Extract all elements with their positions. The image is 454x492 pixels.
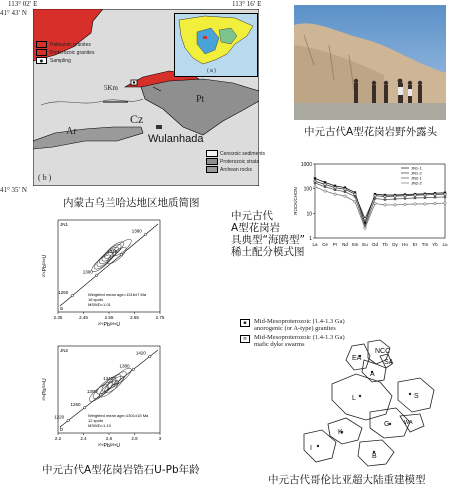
concordia-age-label: 1340 xyxy=(103,376,114,382)
concordia-xtick-label: 2.4 xyxy=(80,436,87,441)
ree-point xyxy=(404,194,406,196)
legend-archean: Archean rocks xyxy=(220,166,252,173)
columbia-reconstruction xyxy=(300,338,450,468)
continent-SA xyxy=(328,418,362,444)
label-NCC: WA xyxy=(404,420,413,426)
ree-caption-line-3: 具典型“海鸥型” xyxy=(231,234,305,246)
concordia-annotation: 12 spots xyxy=(88,418,104,423)
map-panel-label: ( b ) xyxy=(38,173,52,182)
ree-point xyxy=(444,202,446,204)
ree-legend-label: JN2-1 xyxy=(411,175,422,181)
coord-left-bottom: 41° 35′ N xyxy=(0,186,27,194)
concordia-age-label: 1380 xyxy=(119,363,130,369)
coord-left-top: 41° 43′ N xyxy=(0,9,27,17)
ree-legend-label: JN1-2 xyxy=(411,170,422,176)
archean-swatch xyxy=(206,166,218,173)
legend-proterozoic-strata: Proterozoic strata xyxy=(220,158,260,165)
ree-point xyxy=(314,182,316,184)
concordia-annotation: 16 spots xyxy=(88,297,104,302)
ree-point xyxy=(424,203,426,205)
ree-point xyxy=(354,195,356,197)
pt-label: Pt xyxy=(196,94,205,105)
concordia-annotation: MSWD=1.13 xyxy=(88,423,111,428)
map-legend-top xyxy=(36,41,94,64)
concordia-ylabel: ²⁰⁶Pb/²³⁸U xyxy=(42,254,48,278)
concordia-xlabel: ²⁰⁷Pb/²³⁵U xyxy=(98,443,120,449)
concordia-xtick-label: 2.8 xyxy=(131,436,138,441)
concordia-age-label: 1300 xyxy=(86,388,97,394)
ree-xtick-label: Lu xyxy=(442,242,448,247)
label-G: G xyxy=(384,421,390,428)
inset-panel-label: ( a ) xyxy=(207,68,216,74)
concordia-plot-1 xyxy=(40,214,166,334)
continent-L xyxy=(332,374,392,420)
ree-point xyxy=(324,186,326,188)
label-I: NCC xyxy=(375,348,391,355)
ree-xtick-label: Eu xyxy=(362,242,368,247)
concordia-xtick-label: 3 xyxy=(158,436,162,441)
concordia-age-tick xyxy=(83,407,85,409)
ree-legend-label: JN2-2 xyxy=(411,180,422,186)
ree-caption-line-2: A型花岗岩 xyxy=(231,222,281,234)
concordia-xlabel: ²⁰⁷Pb/²³⁵U xyxy=(98,322,120,328)
ree-xtick-label: Sm xyxy=(351,242,359,247)
ree-point xyxy=(384,195,386,197)
concordia-xtick-label: 2.2 xyxy=(54,436,62,441)
ree-chart xyxy=(291,156,451,251)
ree-xtick-label: Tm xyxy=(421,242,429,247)
ree-point xyxy=(444,196,446,198)
concordia-age-label: 1340 xyxy=(107,248,118,254)
ar-label: Ar xyxy=(66,126,77,137)
concordia-annotation: Weighted mean age=1301±15 Ma xyxy=(88,413,149,418)
inset-map xyxy=(174,13,258,77)
concordia-age-label: 1260 xyxy=(70,401,81,407)
legend-cenozoic: Cenozoic sediments xyxy=(220,150,266,157)
ree-point xyxy=(354,193,356,195)
coord-top-right: 113° 16′ E xyxy=(232,0,262,8)
paleozoic-swatch xyxy=(36,41,47,48)
ree-xtick-label: Ho xyxy=(402,242,408,247)
concordia-age-label: 1300 xyxy=(82,269,93,275)
ree-xtick-label: Er xyxy=(412,242,418,247)
ree-point xyxy=(334,193,336,195)
label-A: A xyxy=(370,371,375,378)
cz-label: Cz xyxy=(130,112,144,126)
ree-caption-line-4: 稀土配分模式图 xyxy=(231,246,305,258)
ree-point xyxy=(344,188,346,190)
recon-legend-2-line-1: Mid-Mesoproterozoic (1.4-1.3 Ga) xyxy=(254,334,345,341)
outcrop-photo xyxy=(294,5,446,120)
ree-ytick-label: 100 xyxy=(303,186,312,193)
legend-paleozoic: Paleozoic granites xyxy=(50,41,91,48)
concordia-age-tick xyxy=(71,295,73,297)
recon-legend-2-line-2: mafic dyke swarms xyxy=(254,341,305,348)
zircon-caption: 中元古代A型花岗岩锆石U-Pb年龄 xyxy=(42,464,200,476)
ree-xtick-label: Tb xyxy=(382,242,388,247)
ree-point xyxy=(414,197,416,199)
concordia-xtick-label: 2.55 xyxy=(104,315,114,320)
ree-point xyxy=(444,193,446,195)
concordia-xtick-label: 2.75 xyxy=(155,315,165,320)
concordia-sample-label: JN1 xyxy=(60,222,69,227)
ree-point xyxy=(394,204,396,206)
ree-frame xyxy=(315,164,445,238)
cenozoic-swatch xyxy=(206,150,218,157)
map-legend-bottom xyxy=(206,150,265,173)
label-SA: K xyxy=(338,429,343,436)
legend-sampling: Sampling xyxy=(50,57,71,64)
concordia-sample-label: JN2 xyxy=(60,348,69,353)
legend-proterozoic-granite: Proterozoic granites xyxy=(50,49,95,56)
ree-point xyxy=(354,200,356,202)
ree-point xyxy=(394,195,396,197)
dyke-symbol-icon: ≡ xyxy=(240,335,250,343)
concordia-ylabel: ²⁰⁶Pb/²³⁸U xyxy=(42,378,48,401)
concordia-age-tick xyxy=(149,355,151,357)
ree-xtick-label: La xyxy=(312,242,318,247)
ree-point xyxy=(334,186,336,188)
ree-xtick-label: Gd xyxy=(371,242,379,247)
ree-point xyxy=(414,194,416,196)
label-WA: I xyxy=(310,445,312,452)
recon-caption: 中元古代哥伦比亚超大陆重建模型 xyxy=(268,474,426,486)
ree-point xyxy=(334,189,336,191)
ree-xtick-label: Dy xyxy=(392,242,398,247)
ree-point xyxy=(384,204,386,206)
ree-point xyxy=(384,198,386,200)
ree-point xyxy=(394,198,396,200)
ree-point xyxy=(324,183,326,185)
ree-point xyxy=(364,227,366,229)
ree-legend-label: JN1-1 xyxy=(411,165,422,171)
ree-ytick-label: 10 xyxy=(306,211,312,218)
granite-symbol-icon: ▪ xyxy=(240,319,250,327)
ree-point xyxy=(424,197,426,199)
ree-point xyxy=(344,195,346,197)
label-B: B xyxy=(372,453,377,460)
concordia-panel-label: b xyxy=(60,427,63,433)
concordia-xtick-label: 2.6 xyxy=(105,436,113,441)
ree-point xyxy=(414,203,416,205)
error-ellipse xyxy=(90,253,114,275)
label-EA: EA xyxy=(352,355,362,362)
ree-point xyxy=(374,194,376,196)
concordia-xtick-label: 2.65 xyxy=(130,315,139,320)
concordia-age-label: 1260 xyxy=(58,289,69,295)
ree-point xyxy=(424,194,426,196)
ree-point xyxy=(374,202,376,204)
ree-xtick-label: Nd xyxy=(342,242,348,247)
ree-point xyxy=(404,197,406,199)
town-label: Wulanhada xyxy=(148,133,204,145)
concordia-age-tick xyxy=(96,274,98,276)
ree-point xyxy=(434,196,436,198)
ree-ytick-label: 1000 xyxy=(300,162,312,168)
recon-legend-1-line-1: Mid-Mesoproterozoic (1.4-1.3 Ga) xyxy=(254,318,345,325)
concordia-panel-label: a xyxy=(60,306,63,312)
ree-xtick-label: Ce xyxy=(322,242,328,247)
concordia-age-tick xyxy=(132,368,134,370)
ree-point xyxy=(344,191,346,193)
concordia-annotation: Weighted mean age=1316±7 Ma xyxy=(88,292,147,297)
scale-label: 5Km xyxy=(104,84,118,92)
ree-point xyxy=(314,186,316,188)
ree-point xyxy=(364,218,366,220)
proterozoic-granite-swatch xyxy=(36,49,47,56)
ree-xtick-label: Pr xyxy=(332,242,338,247)
label-L: L xyxy=(352,395,356,402)
concordia-age-tick xyxy=(67,419,69,421)
ree-point xyxy=(434,193,436,195)
ree-point xyxy=(314,177,316,179)
concordia-age-label: 1220 xyxy=(54,414,65,420)
ree-caption xyxy=(231,210,305,258)
photo-caption: 中元古代A型花岗岩野外露头 xyxy=(304,126,438,138)
concordia-xtick-label: 2.45 xyxy=(79,315,88,320)
map-caption: 内蒙古乌兰哈达地区地质简图 xyxy=(63,197,200,209)
ree-point xyxy=(404,203,406,205)
ree-point xyxy=(324,190,326,192)
concordia-plot-2 xyxy=(40,340,166,455)
sampling-icon: ● xyxy=(36,57,47,64)
coord-top-left: 113° 02′ E xyxy=(8,0,38,8)
concordia-xtick-label: 2.35 xyxy=(53,315,63,320)
concordia-age-label: 1420 xyxy=(135,350,146,356)
town-icon xyxy=(156,125,162,129)
ree-caption-line-1: 中元古代 xyxy=(231,210,273,222)
concordia-age-label: 1380 xyxy=(131,228,142,234)
concordia-annotation: MSWD=1.01 xyxy=(88,302,111,307)
continent-WA xyxy=(304,430,336,462)
ree-point xyxy=(374,197,376,199)
label-S: S xyxy=(414,393,419,400)
ree-ylabel: ROCK/CHON xyxy=(293,187,298,215)
ree-ytick-label: 1 xyxy=(309,236,312,242)
ree-xtick-label: Yb xyxy=(432,242,438,247)
label-K: SA xyxy=(384,359,394,366)
recon-legend-1-line-2: anorogenic (or A-type) granites xyxy=(254,325,336,332)
ree-point xyxy=(434,202,436,204)
proterozoic-strata-swatch xyxy=(206,158,218,165)
concordia-age-tick xyxy=(145,233,147,235)
